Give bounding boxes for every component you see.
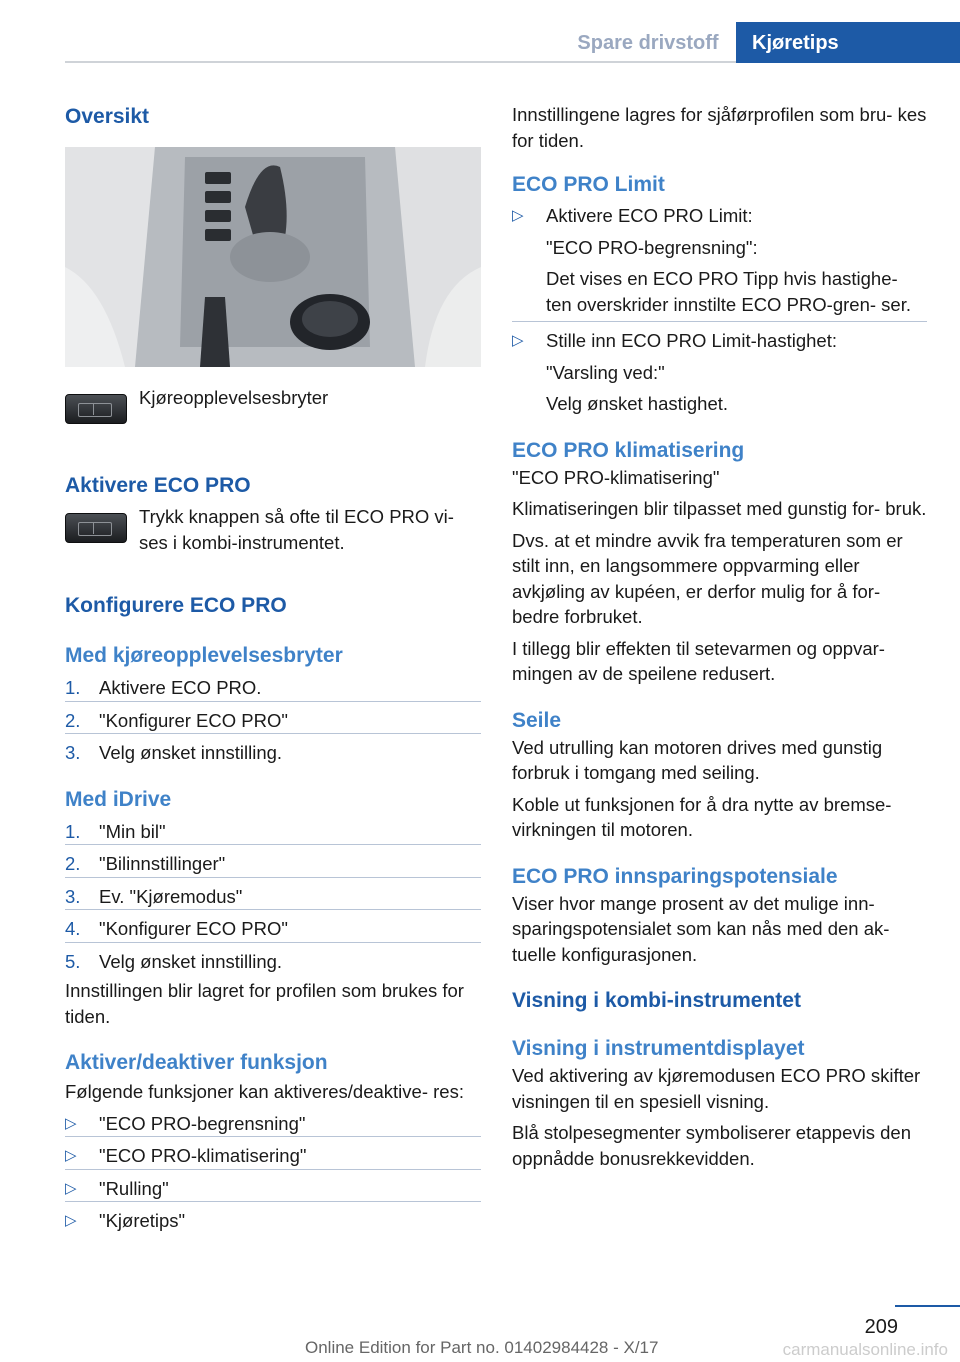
list-item: 3. Velg ønsket innstilling. bbox=[65, 733, 481, 766]
left-column bbox=[65, 100, 481, 1234]
klima-p2: Klimatiseringen blir tilpasset med gunstig for‐ bruk. bbox=[512, 498, 927, 519]
driving-experience-switch-icon bbox=[65, 513, 127, 543]
seile-p2: Koble ut funksjonen for å dra nytte av bremse‐ virkningen til motoren. bbox=[512, 793, 892, 840]
list-item: 1. Aktivere ECO PRO. bbox=[65, 677, 262, 698]
triangle-bullet-icon: ▷ bbox=[65, 1147, 77, 1164]
triangle-bullet-icon: ▷ bbox=[65, 1114, 77, 1132]
heading-eco-pro-limit: ECO PRO Limit bbox=[512, 173, 665, 196]
list-item: ▷ "ECO PRO-klimatisering" bbox=[65, 1136, 481, 1169]
photo-caption: Kjøreopplevelsesbryter bbox=[139, 387, 329, 408]
list-item: ▷ "Kjøretips" bbox=[65, 1201, 481, 1234]
heading-med-kjoreopplevelsesbryter: Med kjøreopplevelsesbryter bbox=[65, 644, 343, 667]
aktivere-row bbox=[65, 504, 481, 555]
aktivere-text: Trykk knappen så ofte til ECO PRO vi‐ ses i kombi‐instrumentet. bbox=[139, 506, 454, 553]
instrument-p1: Ved aktivering av kjøremodusen ECO PRO skifter visningen til en spesiell visning. bbox=[512, 1065, 921, 1112]
heading-konfigurere-eco-pro: Konfigurere ECO PRO bbox=[65, 594, 287, 617]
bryter-steps bbox=[65, 675, 481, 766]
footer-rule bbox=[895, 1305, 960, 1307]
triangle-bullet-icon: ▷ bbox=[512, 207, 524, 224]
triangle-bullet-icon: ▷ bbox=[65, 1212, 77, 1229]
klima-p3: Dvs. at et mindre avvik fra temperaturen som er stilt inn, en langsommere oppvarming eller avkjøling av kupéen, er derfor mulig for å for‐ bedre forbruket. bbox=[512, 529, 903, 627]
heading-visning-kombi: Visning i kombi-instrumentet bbox=[512, 989, 801, 1012]
list-item: 3. Ev. "Kjøremodus" bbox=[65, 877, 481, 910]
idrive-note: Innstillingen blir lagret for profilen som brukes for tiden. bbox=[65, 980, 464, 1027]
triangle-bullet-icon: ▷ bbox=[65, 1179, 77, 1197]
heading-aktivere-eco-pro: Aktivere ECO PRO bbox=[65, 474, 251, 497]
edition-text: Online Edition for Part no. 01402984428 - X/17 bbox=[305, 1338, 659, 1357]
instrument-p2: Blå stolpesegmenter symboliserer etappevis den oppnådde bonusrekkevidden. bbox=[512, 1122, 911, 1169]
photo-caption-row bbox=[65, 385, 481, 424]
heading-eco-pro-klimatisering: ECO PRO klimatisering bbox=[512, 438, 745, 462]
funksjoner-list bbox=[65, 1111, 481, 1234]
list-item: ▷ "ECO PRO-begrensning" bbox=[65, 1111, 481, 1137]
center-console-photo bbox=[65, 147, 481, 367]
triangle-bullet-icon: ▷ bbox=[512, 332, 524, 349]
aktiver-text: Følgende funksjoner kan aktiveres/deaktive‐ res: bbox=[65, 1081, 464, 1102]
list-item: 2. "Bilinnstillinger" bbox=[65, 844, 481, 877]
list-item: 5. Velg ønsket innstilling. bbox=[65, 942, 481, 975]
list-item: 4. "Konfigurer ECO PRO" bbox=[65, 909, 481, 942]
header-active-tab[interactable]: Kjøretips bbox=[736, 22, 960, 63]
driving-experience-switch-icon bbox=[65, 394, 127, 424]
list-item: ▷ "Rulling" bbox=[65, 1169, 481, 1202]
potensial-text: Viser hvor mange prosent av det mulige inn‐ sparingspotensialet som kan nås med den ak‐ tuelle konfigurasjonen. bbox=[512, 892, 890, 965]
right-column bbox=[512, 100, 927, 1171]
list-item: ▷ Stille inn ECO PRO Limit-hastighet: "Varsling ved:" Velg ønsket hastighet. bbox=[512, 321, 927, 417]
list-item: ▷ Aktivere ECO PRO Limit: "ECO PRO-begrensning": Det vises en ECO PRO Tipp hvis hastighe‐ ten overskrider innstilte ECO PRO-gren‐ ser. bbox=[512, 203, 927, 317]
list-item: 2. "Konfigurer ECO PRO" bbox=[65, 701, 481, 734]
header-section-tab[interactable]: Spare drivstoff bbox=[577, 32, 719, 54]
heading-visning-instrumentdisplay: Visning i instrumentdisplayet bbox=[512, 1037, 805, 1060]
klima-p4: I tillegg blir effekten til setevarmen og oppvar‐ mingen av de speilene redusert. bbox=[512, 637, 885, 684]
heading-med-idrive: Med iDrive bbox=[65, 787, 172, 811]
limit-list bbox=[512, 203, 927, 417]
intro-text: Innstillingene lagres for sjåførprofilen som bru‐ kes for tiden. bbox=[512, 104, 927, 151]
watermark: carmanualsonline.info bbox=[782, 1340, 948, 1359]
center-console-illustration bbox=[65, 147, 481, 367]
klima-p1: "ECO PRO-klimatisering" bbox=[512, 466, 720, 488]
heading-innsparingspotensiale: ECO PRO innsparingspotensiale bbox=[512, 864, 838, 888]
idrive-steps bbox=[65, 819, 481, 975]
heading-seile: Seile bbox=[512, 708, 562, 732]
seile-p1: Ved utrulling kan motoren drives med gunstig forbruk i tomgang med seiling. bbox=[512, 736, 883, 783]
heading-aktiver-deaktiver: Aktiver/deaktiver funksjon bbox=[65, 1051, 328, 1074]
list-item: 1. "Min bil" bbox=[65, 820, 166, 842]
page-number: 209 bbox=[864, 1316, 898, 1338]
heading-oversikt: Oversikt bbox=[65, 105, 150, 128]
